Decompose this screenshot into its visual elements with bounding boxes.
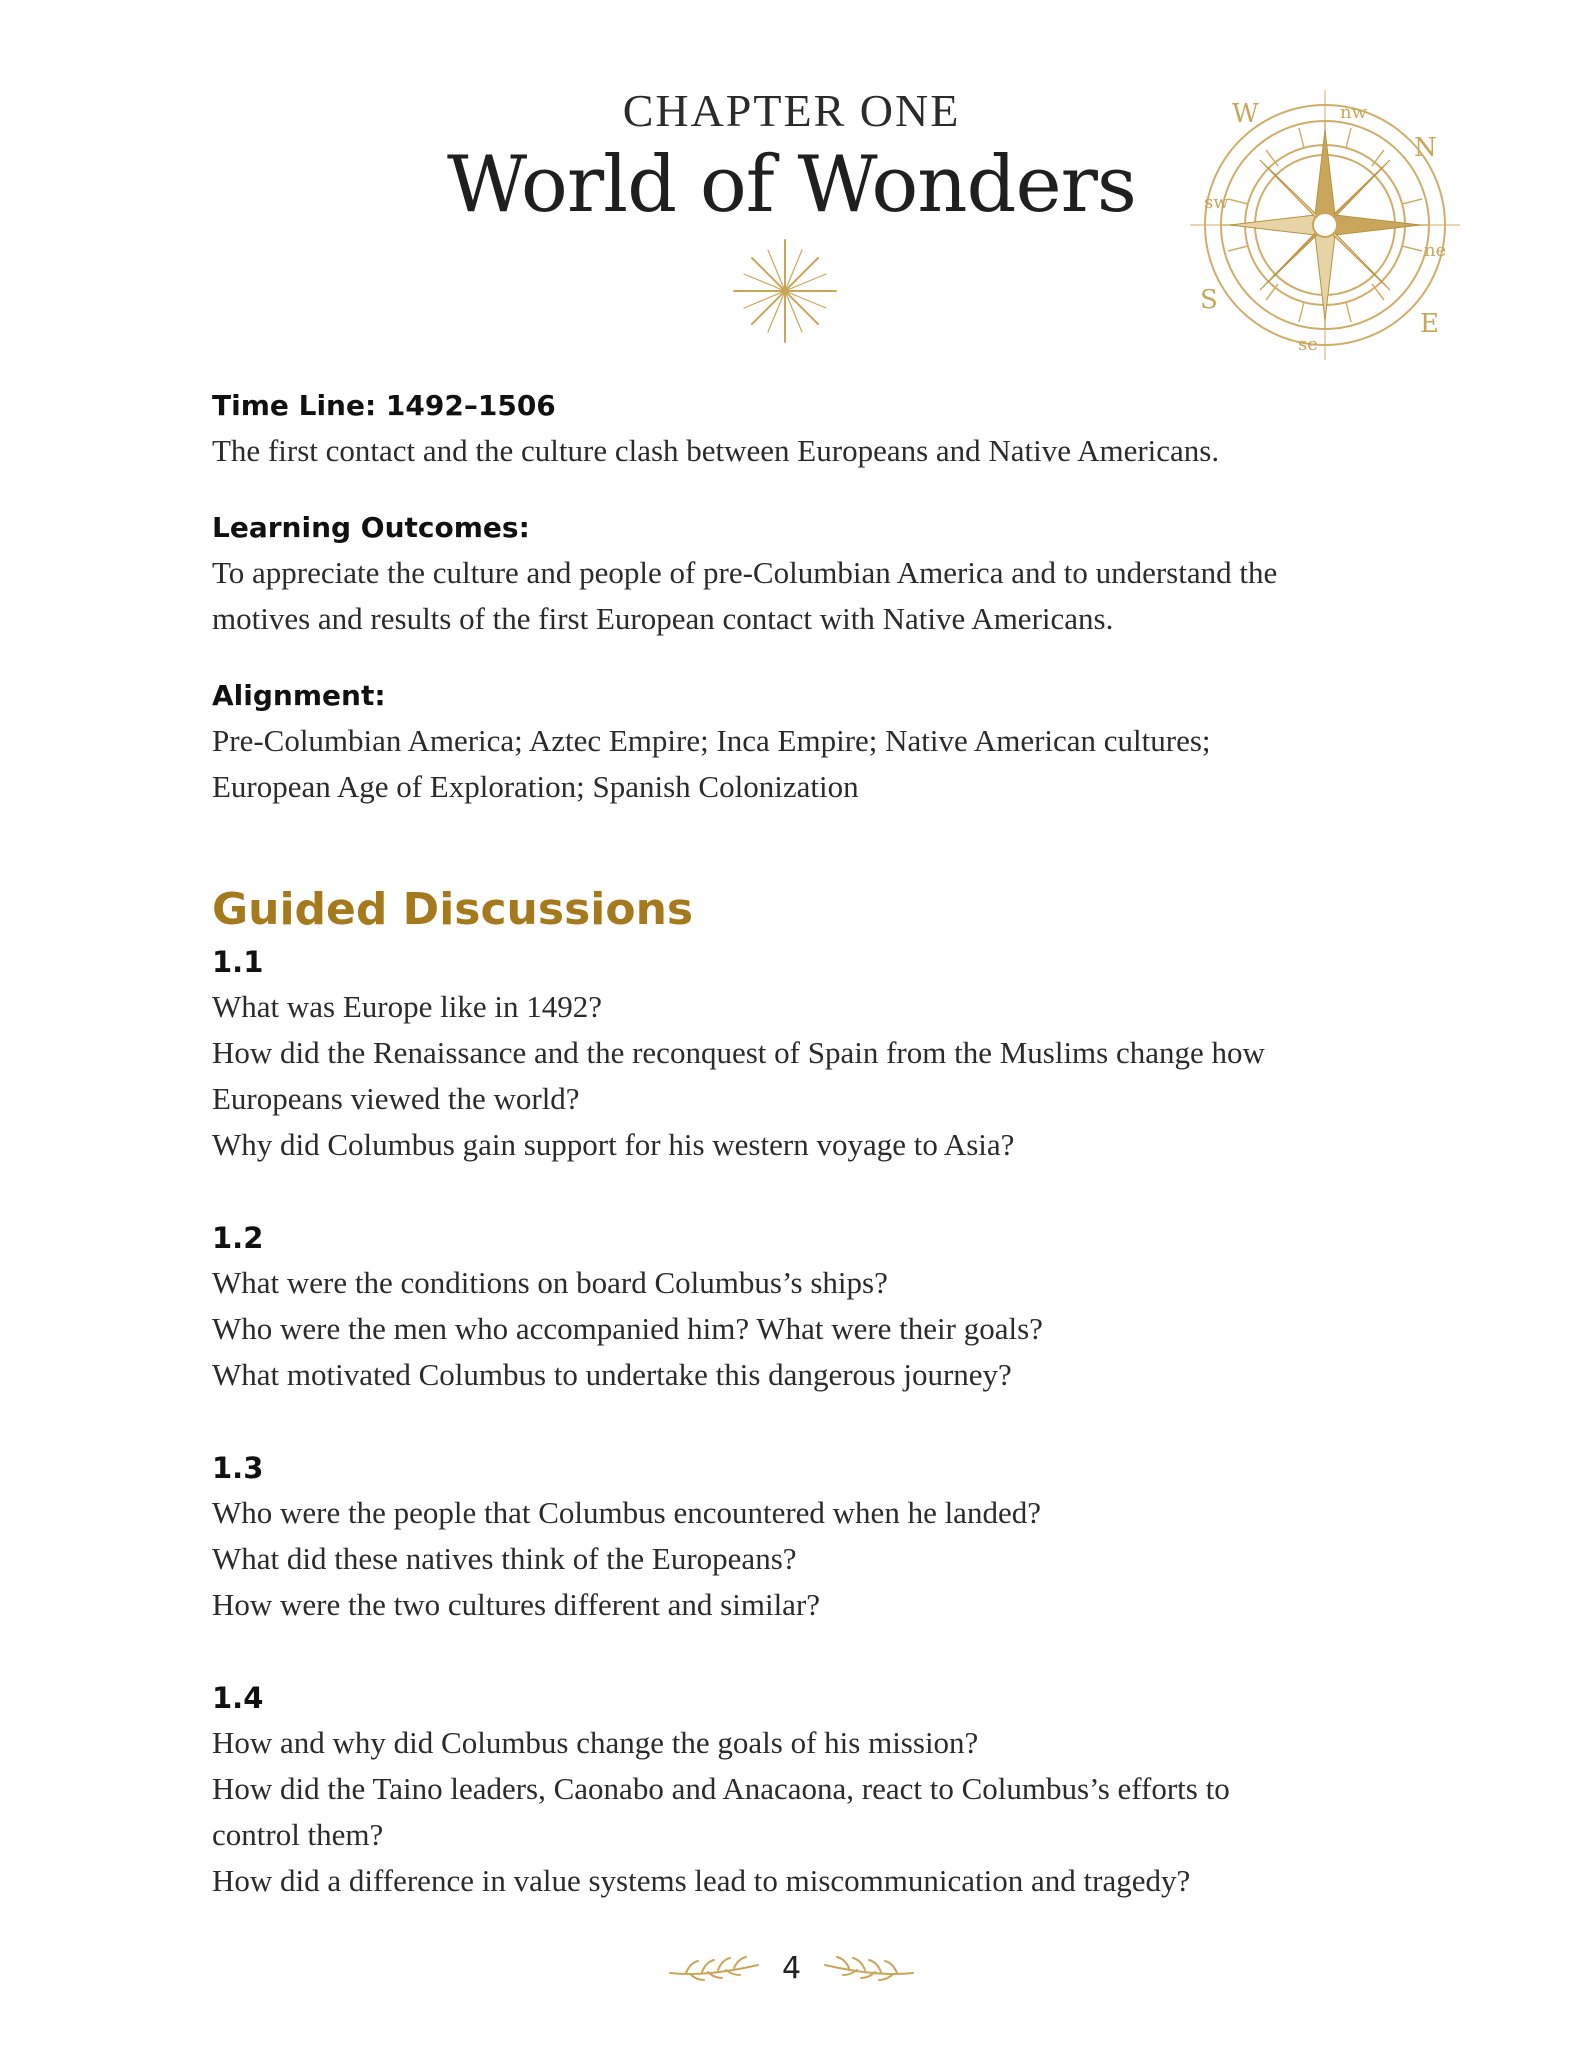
guided-discussions-title: Guided Discussions: [212, 884, 694, 935]
laurel-left-icon: [666, 1951, 762, 1985]
discussion-question: What were the conditions on board Columbus’s ships?: [212, 1265, 888, 1300]
discussion-question: How did a difference in value systems lead to miscommunication and tragedy?: [212, 1863, 1191, 1898]
discussion-item: [212, 1216, 1392, 1398]
section-text: motives and results of the first European contact with Native Americans.: [212, 601, 1114, 636]
compass-letter-ne: ne: [1424, 240, 1447, 261]
chapter-content: [212, 384, 1392, 1952]
compass-letter-w: W: [1232, 99, 1259, 129]
compass-letter-sw: sw: [1204, 192, 1229, 213]
discussion-item: [212, 940, 1392, 1168]
discussion-question: Europeans viewed the world?: [212, 1081, 580, 1116]
chapter-label: CHAPTER ONE: [622, 85, 961, 136]
section-text: The first contact and the culture clash between Europeans and Native Americans.: [212, 433, 1220, 468]
discussion-number: 1.2: [212, 1221, 264, 1255]
page-footer: [0, 1938, 1583, 1998]
discussion-question: What motivated Columbus to undertake this dangerous journey?: [212, 1357, 1012, 1392]
page-number: 4: [781, 1950, 802, 1986]
section-text: European Age of Exploration; Spanish Colonization: [212, 769, 859, 804]
laurel-right-icon: [821, 1951, 917, 1985]
discussion-question: How did the Renaissance and the reconquest of Spain from the Muslims change how: [212, 1035, 1265, 1070]
compass-letter-se: se: [1298, 334, 1318, 355]
discussion-question: Why did Columbus gain support for his western voyage to Asia?: [212, 1127, 1015, 1162]
discussion-question: Who were the men who accompanied him? What were their goals?: [212, 1311, 1043, 1346]
discussion-item: [212, 1676, 1392, 1904]
compass-rose-icon: [1170, 70, 1480, 380]
discussion-question: How and why did Columbus change the goals of his mission?: [212, 1725, 979, 1760]
discussion-question: What did these natives think of the Europeans?: [212, 1541, 797, 1576]
discussion-question: How were the two cultures different and similar?: [212, 1587, 821, 1622]
timeline-section: [212, 384, 1392, 474]
discussion-question: control them?: [212, 1817, 384, 1852]
compass-letter-e: E: [1420, 309, 1439, 339]
discussion-number: 1.3: [212, 1451, 264, 1485]
compass-letter-s: S: [1200, 285, 1218, 315]
section-text: Pre-Columbian America; Aztec Empire; Inca Empire; Native American cultures;: [212, 723, 1211, 758]
discussion-item: [212, 1446, 1392, 1628]
discussion-question: How did the Taino leaders, Caonabo and Anacaona, react to Columbus’s efforts to: [212, 1771, 1230, 1806]
alignment-section: [212, 674, 1392, 810]
starburst-icon: [730, 236, 840, 346]
learning-outcomes-section: [212, 506, 1392, 642]
section-heading: Learning Outcomes:: [212, 511, 530, 544]
discussion-number: 1.4: [212, 1681, 264, 1715]
section-heading: Alignment:: [212, 679, 386, 712]
section-heading: Time Line: 1492–1506: [212, 389, 556, 422]
discussion-number: 1.1: [212, 945, 264, 979]
discussion-question: Who were the people that Columbus encountered when he landed?: [212, 1495, 1041, 1530]
compass-letter-n: N: [1414, 133, 1437, 163]
discussion-question: What was Europe like in 1492?: [212, 989, 602, 1024]
compass-letter-nw: nw: [1340, 102, 1367, 123]
section-text: To appreciate the culture and people of pre-Columbian America and to understand the: [212, 555, 1278, 590]
chapter-title: World of Wonders: [447, 140, 1136, 230]
